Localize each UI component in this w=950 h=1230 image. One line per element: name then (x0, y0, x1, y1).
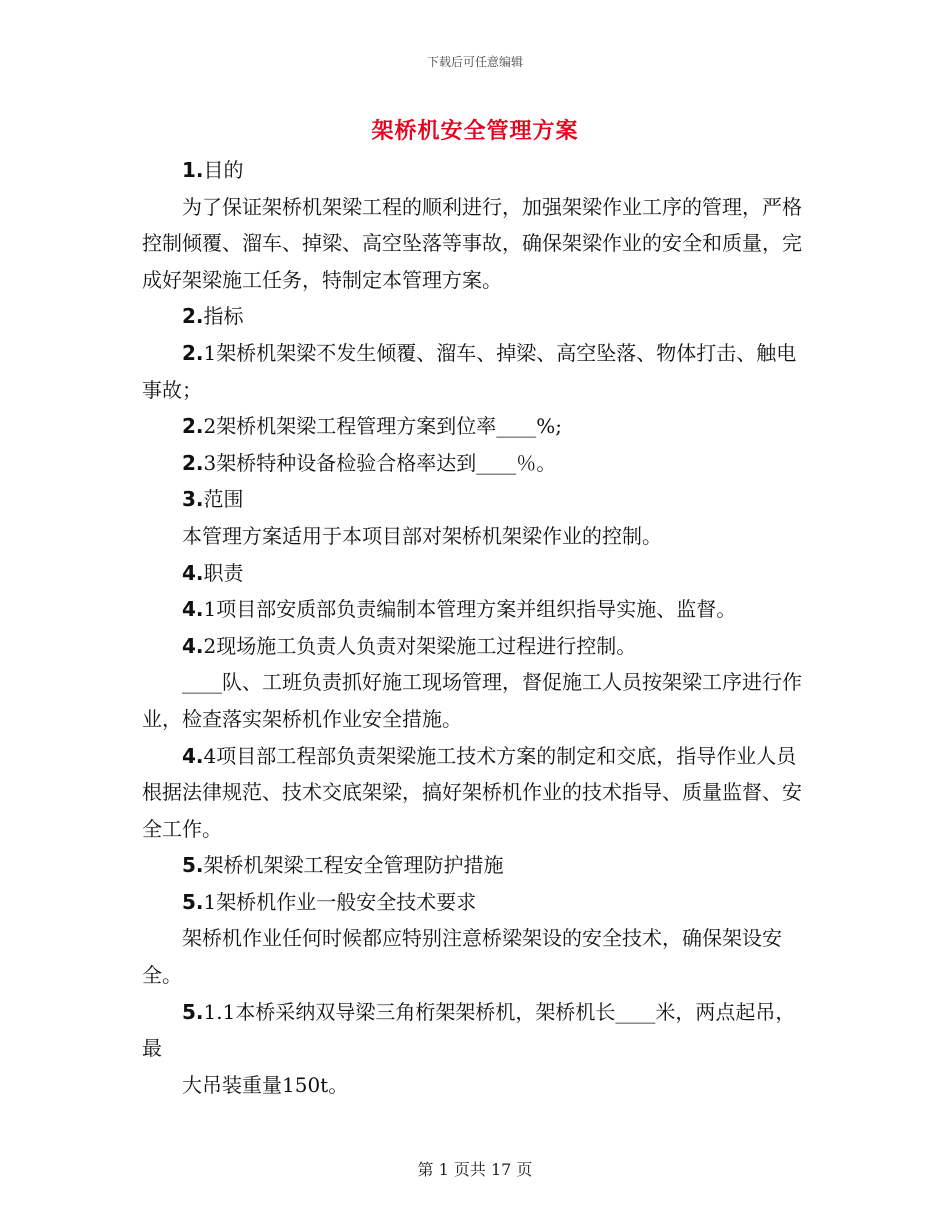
paragraph-text: 3架桥特种设备检验合格率达到____％。 (203, 450, 557, 475)
paragraph-text: 2架桥机架梁工程管理方案到位率____%; (203, 414, 562, 439)
paragraph (142, 481, 814, 518)
paragraph-text: 1项目部安质部负责编制本管理方案并组织指导实施、监督。 (203, 597, 737, 622)
paragraph-text: 大吊装重量150t。 (182, 1072, 349, 1097)
section-number: 5. (182, 889, 204, 914)
paragraph-text: 指标 (203, 304, 244, 329)
paragraph-text: 2现场施工负责人负责对架梁施工过程进行控制。 (203, 633, 637, 658)
paragraph (142, 1067, 814, 1104)
page-footer: 第 1 页共 17 页 (417, 1160, 533, 1179)
paragraph (142, 738, 814, 848)
paragraph (142, 518, 814, 555)
paragraph (142, 884, 814, 921)
section-number: 5. (182, 853, 204, 878)
paragraph-text: 4项目部工程部负责架梁施工技术方案的制定和交底，指导作业人员根据法律规范、技术交底架梁，搞好架桥机作业的技术指导、质量监督、安全工作。 (142, 743, 802, 841)
paragraph (142, 335, 814, 408)
section-number: 2. (182, 304, 204, 329)
section-number: 2. (182, 450, 204, 475)
paragraph (142, 591, 814, 628)
paragraph (142, 298, 814, 335)
paragraph (142, 994, 814, 1067)
paragraph-text: 1架桥机作业一般安全技术要求 (203, 889, 477, 914)
paragraph-text: 范围 (203, 487, 244, 512)
paragraph (142, 408, 814, 445)
paragraph-text: 架桥机架梁工程安全管理防护措施 (203, 853, 504, 878)
paragraph (142, 189, 814, 299)
paragraph (142, 445, 814, 482)
paragraph-text: 1.1本桥采纳双导梁三角桁架架桥机，架桥机长____米，两点起吊，最 (142, 999, 796, 1061)
paragraph (142, 847, 814, 884)
document-title: 架桥机安全管理方案 (371, 119, 579, 144)
section-number: 2. (182, 414, 204, 439)
paragraph (142, 152, 814, 189)
paragraph-text: 职责 (203, 560, 244, 585)
paragraph (142, 664, 814, 737)
page-header: 下载后可任意编辑 (426, 55, 523, 69)
paragraph-text: 1架桥机架梁不发生倾覆、溜车、掉梁、高空坠落、物体打击、触电事故； (142, 340, 797, 402)
paragraph-text: 本管理方案适用于本项目部对架桥机架梁作业的控制。 (182, 523, 662, 548)
section-number: 3. (182, 487, 204, 512)
section-number: 4. (182, 633, 204, 658)
section-number: 4. (182, 597, 204, 622)
document-body (142, 152, 814, 1103)
paragraph-text: 为了保证架桥机架梁工程的顺利进行，加强架梁作业工序的管理，严格控制倾覆、溜车、掉梁、高空坠落等事故，确保架梁作业的安全和质量，完成好架梁施工任务，特制定本管理方案。 (142, 194, 802, 292)
paragraph (142, 555, 814, 592)
section-number: 1. (182, 158, 204, 182)
paragraph (142, 920, 814, 993)
paragraph (142, 628, 814, 665)
section-number: 2. (182, 340, 204, 365)
section-number: 5. (182, 999, 204, 1024)
paragraph-text: ____队、工班负责抓好施工现场管理，督促施工人员按架梁工序进行作业，检查落实架桥机作业安全措施。 (142, 670, 802, 731)
section-number: 4. (182, 743, 204, 768)
paragraph-text: 架桥机作业任何时候都应特别注意桥梁架设的安全技术，确保架设安全。 (142, 926, 782, 988)
paragraph-text: 目的 (203, 158, 244, 182)
section-number: 4. (182, 560, 204, 585)
